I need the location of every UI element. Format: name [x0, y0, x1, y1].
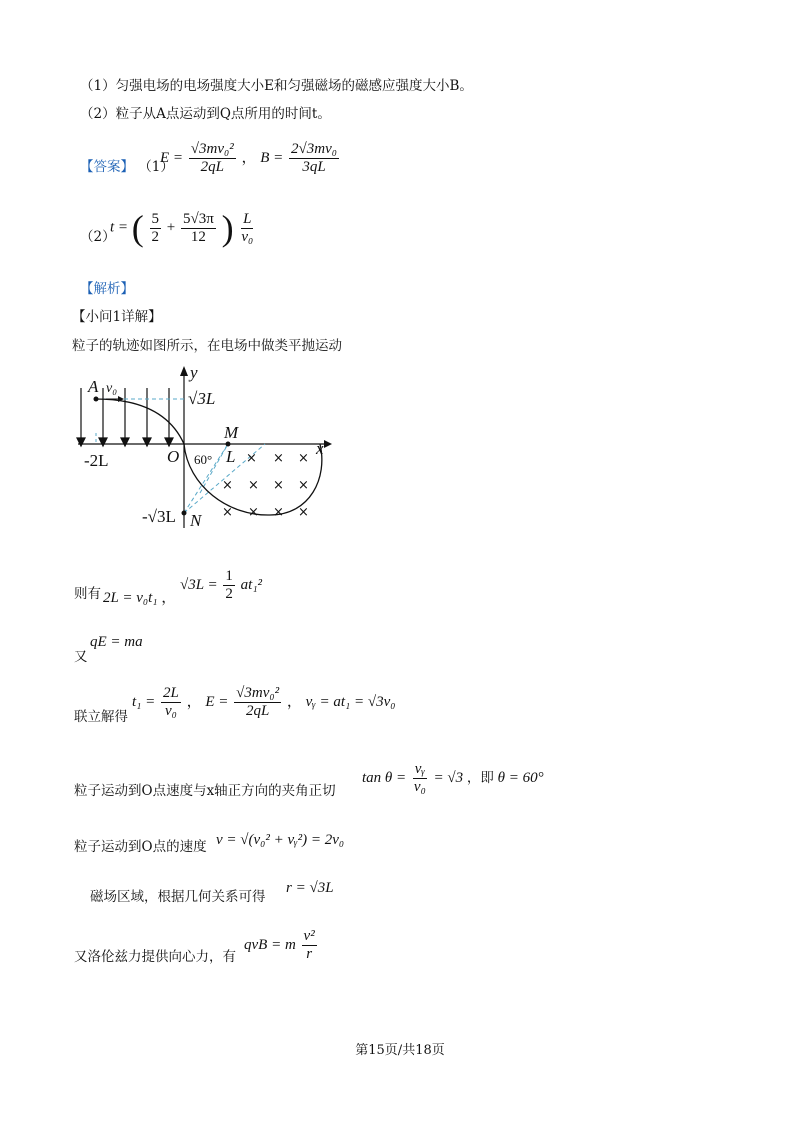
- line4-formula: [362, 761, 544, 796]
- answer-e-lhs: E =: [160, 149, 184, 166]
- label-O: O: [167, 447, 180, 466]
- line3-t-lhs: t₁ =: [132, 693, 156, 710]
- answer-b-den: 3qL: [302, 159, 326, 175]
- cross: ×: [248, 505, 259, 520]
- x-axis-arrow: [324, 440, 332, 448]
- line4-lhs: tan θ =: [362, 769, 407, 786]
- answer-t-lhs: t =: [110, 219, 129, 236]
- label-60: 60°: [194, 452, 213, 467]
- answer-t-f2-den: 12: [190, 228, 206, 245]
- question-2: （2）粒子从A点运动到Q点所用的时间t。: [80, 106, 331, 122]
- answer-t-f1-den: 2: [151, 228, 160, 245]
- cross: ×: [246, 451, 257, 466]
- cross: ×: [273, 451, 284, 466]
- line4-prefix: 粒子运动到O点速度与x轴正方向的夹角正切: [74, 783, 336, 799]
- line6-prefix: 磁场区域，根据几何关系可得: [90, 889, 266, 905]
- line1-eq2-den: 2: [225, 586, 233, 602]
- question-1: （1）匀强电场的电场强度大小E和匀强磁场的磁感应强度大小B。: [80, 78, 473, 94]
- line3-e-num: √3mv₀²: [236, 685, 280, 701]
- label-N: N: [190, 511, 202, 530]
- line7-num: v²: [303, 928, 315, 944]
- line1-sep: ，: [161, 589, 177, 606]
- label-y: y: [190, 363, 198, 382]
- answer-t-formula: t = ( $\frac{5}{2}$ + $\frac{5√3\pi}{12}$ ) $\frac{L}{\text{v₀}}$: [110, 208, 254, 248]
- cross: ×: [222, 478, 233, 493]
- line3-formula: [132, 685, 395, 720]
- line1-formula: [103, 568, 263, 606]
- line7-formula: [244, 928, 319, 963]
- line5-eq: v = √(v₀² + vᵧ²) = 2v₀: [216, 832, 345, 848]
- answer-e-formula: [160, 141, 341, 176]
- answer-part1-label: （1）: [138, 159, 174, 175]
- answer-b-num: 2√3mv₀: [291, 141, 337, 157]
- answer-t-f3-num: L: [243, 210, 252, 227]
- answer-t-plus: +: [166, 219, 176, 236]
- trajectory-figure: [70, 358, 350, 538]
- line4-sep: ，即: [466, 769, 494, 786]
- line3-e-lhs: E =: [205, 693, 229, 710]
- answer-b-lhs: B =: [260, 149, 284, 166]
- cross: ×: [222, 505, 233, 520]
- answer-t-f3-den: v₀: [241, 228, 254, 245]
- line4-den: v₀: [413, 779, 426, 795]
- label-neg2L: -2L: [84, 451, 109, 470]
- line4-theta: θ = 60°: [497, 769, 544, 786]
- label-M: M: [224, 423, 239, 442]
- cross: ×: [248, 478, 259, 493]
- answer-sep: ，: [241, 149, 257, 166]
- label-L: L: [226, 447, 236, 466]
- answer-e-num: √3mv₀²: [190, 141, 234, 157]
- line3-e-den: 2qL: [245, 703, 270, 719]
- line7-prefix: 又洛伦兹力提供向心力，有: [74, 949, 236, 965]
- line3-t-den: v₀: [165, 703, 177, 719]
- line1-prefix: 则有: [74, 586, 101, 602]
- answer-part2-label: （2）: [80, 229, 116, 245]
- analysis-tag: 【解析】: [80, 281, 134, 297]
- label-negsqrt3L: -√3L: [142, 507, 176, 526]
- answer-e-den: 2qL: [200, 159, 224, 175]
- electric-field-arrows: [77, 388, 173, 446]
- line1-eq2-rhs: at₁²: [240, 576, 263, 593]
- point-M: [226, 442, 231, 447]
- line3-t-num: 2L: [163, 685, 179, 701]
- point-N: [182, 511, 187, 516]
- line4-num: vᵧ: [414, 761, 425, 777]
- cross: ×: [273, 505, 284, 520]
- line3-vy: vᵧ = at₁ = √3v₀: [305, 693, 396, 710]
- line4-rhs: = √3: [433, 769, 464, 786]
- label-v0: v₀: [106, 381, 118, 396]
- line5-prefix: 粒子运动到O点的速度: [74, 839, 207, 855]
- analysis-subtag: 【小问1详解】: [72, 309, 162, 325]
- line3-sep2: ，: [286, 693, 302, 710]
- analysis-intro: 粒子的轨迹如图所示，在电场中做类平抛运动: [72, 338, 342, 354]
- line2-prefix: 又: [74, 649, 88, 665]
- answer-t-f2-num: 5√3π: [183, 210, 214, 227]
- parabola-path: [96, 399, 184, 444]
- cross: ×: [273, 478, 284, 493]
- cross: ×: [298, 505, 309, 520]
- label-x: x: [316, 439, 324, 458]
- label-A: A: [88, 377, 99, 396]
- line1-eq2-num: 1: [225, 568, 233, 584]
- line2-eq: qE = ma: [90, 634, 143, 650]
- line7-lhs: qvB = m: [244, 936, 296, 953]
- cross: ×: [298, 478, 309, 493]
- page-footer: 第15页/共18页: [355, 1043, 445, 1058]
- line7-den: r: [306, 946, 313, 962]
- line3-sep1: ，: [186, 693, 202, 710]
- point-A: [94, 397, 99, 402]
- line3-prefix: 联立解得: [74, 709, 128, 725]
- line1-eq1: 2L = v₀t₁: [103, 589, 158, 606]
- label-sqrt3L: √3L: [188, 389, 216, 408]
- line6-eq: r = √3L: [286, 880, 334, 896]
- cross: ×: [298, 451, 309, 466]
- answer-t-f1-num: 5: [151, 210, 160, 227]
- y-axis-arrow: [180, 366, 188, 376]
- line1-eq2-lhs: √3L =: [179, 576, 218, 593]
- answer-tag: 【答案】: [80, 159, 134, 175]
